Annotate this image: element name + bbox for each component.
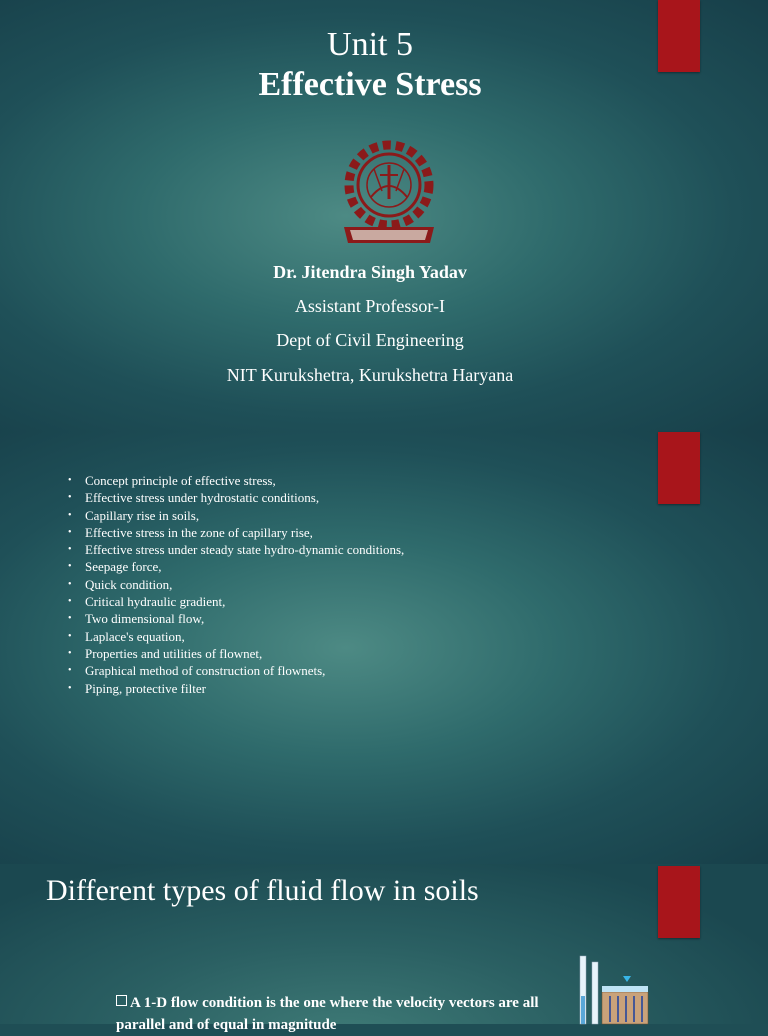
slide-fluid-flow — [0, 864, 768, 1033]
slide3-body-text: A 1-D flow condition is the one where the velocity vectors are all parallel and of equal in magnitude — [116, 995, 539, 1033]
topic-list — [68, 472, 404, 697]
list-item: • Seepage force, — [68, 558, 404, 575]
list-item: • Effective stress in the zone of capillary rise, — [68, 524, 404, 541]
list-item: • Two dimensional flow, — [68, 610, 404, 627]
author-institution: NIT Kurukshetra, Kurukshetra Haryana — [226, 365, 514, 385]
slide-title — [0, 0, 768, 432]
author-position: Assistant Professor-I — [294, 296, 446, 316]
slide-topics — [0, 432, 768, 864]
slide3-title: Different types of fluid flow in soils — [46, 874, 479, 907]
list-item: • Capillary rise in soils, — [68, 507, 404, 524]
red-accent-bar — [658, 432, 700, 504]
list-item: • Quick condition, — [68, 576, 404, 593]
checkbox-bullet-icon — [116, 995, 127, 1006]
author-name: Dr. Jitendra Singh Yadav — [273, 262, 467, 282]
list-item: • Critical hydraulic gradient, — [68, 593, 404, 610]
nit-kurukshetra-emblem-icon — [336, 135, 442, 247]
list-item: • Effective stress under steady state hydro-dynamic conditions, — [68, 541, 404, 558]
slide3-body — [116, 992, 572, 1036]
author-department: Dept of Civil Engineering — [276, 330, 464, 350]
slide-title-heading: Effective Stress — [258, 66, 482, 103]
list-item: • Laplace's equation, — [68, 628, 404, 645]
flow-apparatus-figure-icon — [578, 956, 652, 1024]
list-item: • Concept principle of effective stress, — [68, 472, 404, 489]
list-item: • Piping, protective filter — [68, 680, 404, 697]
list-item: • Properties and utilities of flownet, — [68, 645, 404, 662]
list-item: • Graphical method of construction of flownets, — [68, 662, 404, 679]
unit-label: Unit 5 — [327, 26, 413, 63]
list-item: • Effective stress under hydrostatic conditions, — [68, 489, 404, 506]
red-accent-bar — [658, 866, 700, 938]
